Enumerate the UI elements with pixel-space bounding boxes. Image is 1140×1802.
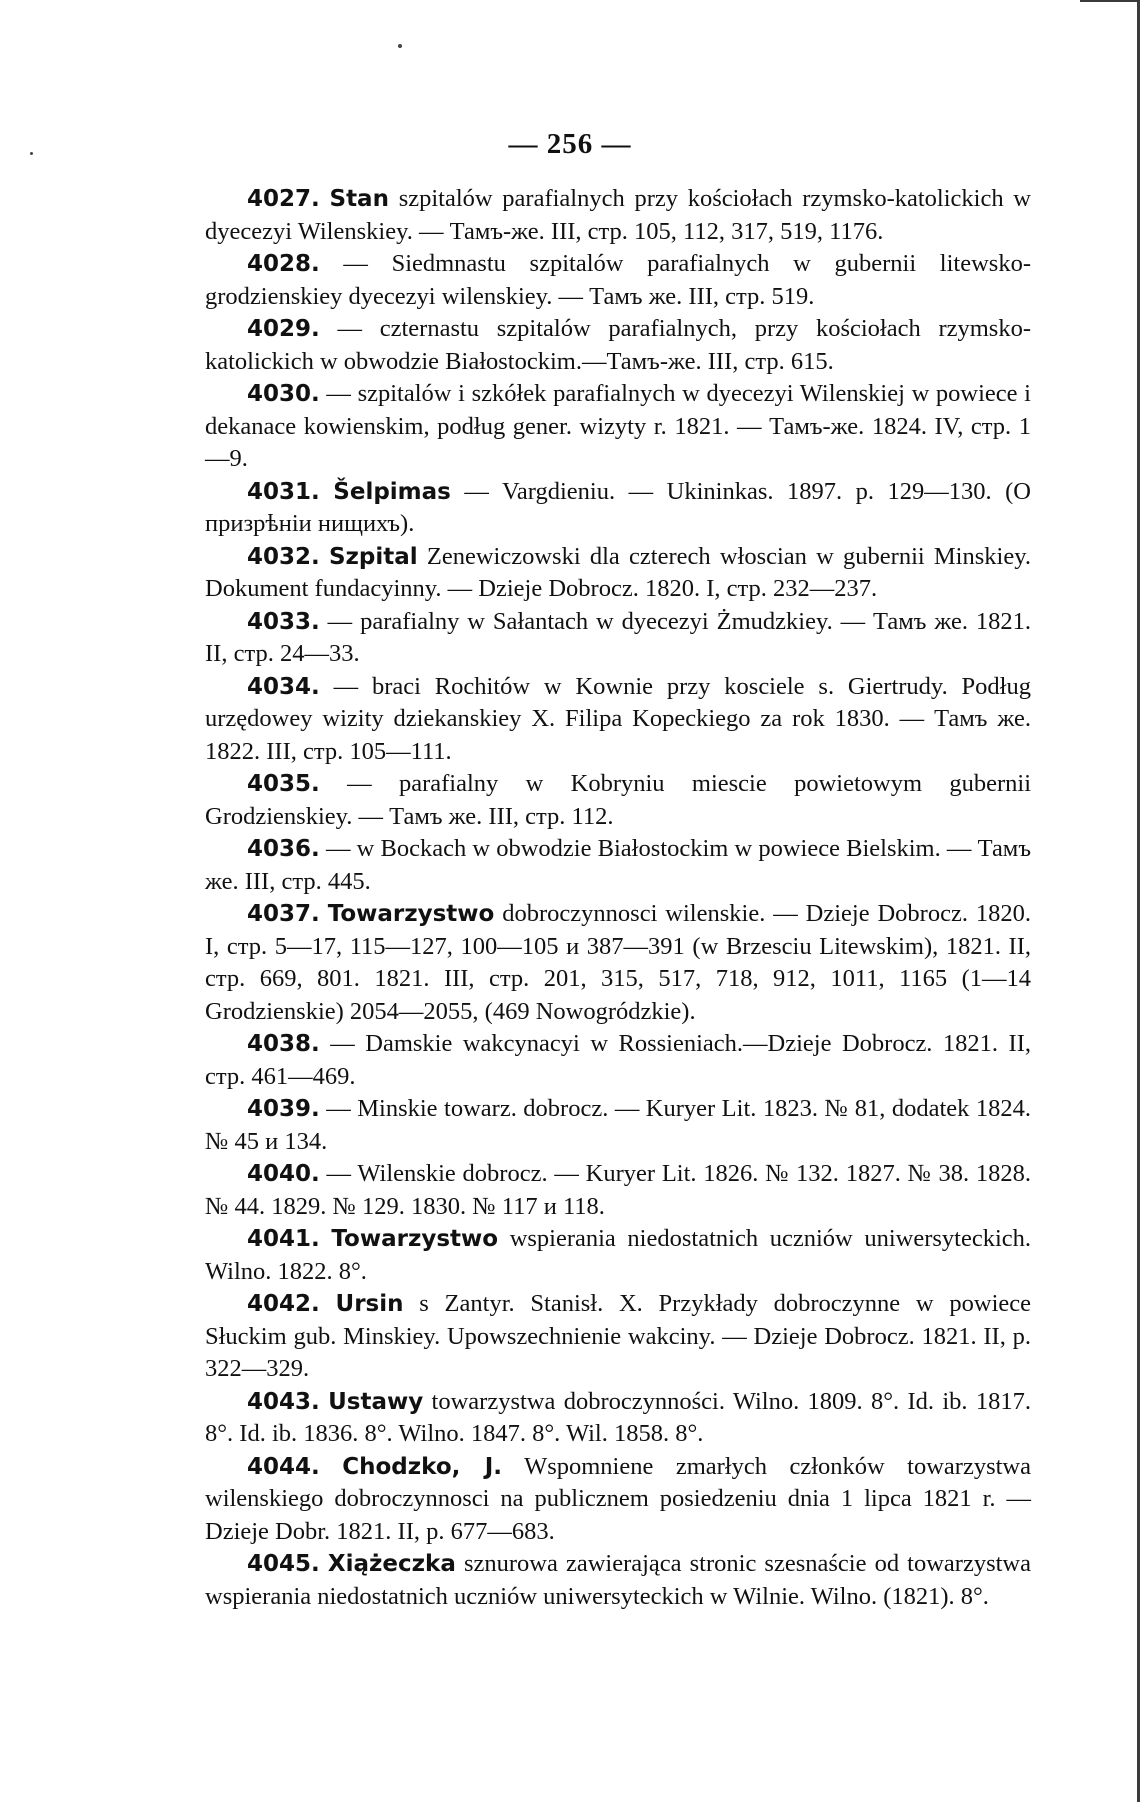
entry-number: 4040. <box>247 1161 320 1187</box>
entry-text: — parafialny w Kobryniu miescie powietowym gubernii Grodzienskiey. — Тамъ же. III, стр. 112. <box>205 770 1031 830</box>
bibliography-entry <box>205 1223 1031 1288</box>
entry-text: — parafialny w Sałantach w dyecezyi Żmudzkiey. — Тамъ же. 1821. II, стр. 24—33. <box>205 607 1031 667</box>
entry-text: szpitalów parafialnych przy kościołach rzymsko-katolickich w dyecezyi Wilenskiey. — Тамъ-же. III, стр. 105, 112, 317, 519, 1176. <box>205 185 1031 245</box>
entry-number: 4039. <box>247 1096 320 1122</box>
entry-text: — Damskie wakcynacyi w Rossieniach.—Dzieje Dobrocz. 1821. II, стр. 461—469. <box>205 1030 1031 1090</box>
entry-text: Zenewiczowski dla czterech włoscian w gubernii Minskiey. Dokument fundacyinny. — Dzieje Dobrocz. 1820. I, стр. 232—237. <box>205 542 1031 602</box>
bibliography-entry <box>205 1028 1031 1093</box>
entry-number: 4037. <box>247 901 320 927</box>
bibliography-entry <box>205 1093 1031 1158</box>
entry-number: 4032. <box>247 543 320 570</box>
bibliography-entry <box>205 183 1031 248</box>
entry-number: 4028. <box>247 251 320 277</box>
entry-number: 4041. <box>247 1226 320 1252</box>
entry-heading: Xiążeczka <box>327 1551 456 1577</box>
entry-number: 4034. <box>247 673 320 700</box>
entry-heading: Ustawy <box>328 1388 424 1415</box>
entry-text: — czternastu szpitalów parafialnych, przy kościołach rzymsko-katolickich w obwodzie Białostockim.—Тамъ-же. III, стр. 615. <box>205 315 1031 375</box>
entry-text: dobroczynnosci wilenskie. — Dzieje Dobrocz. 1820. I, стр. 5—17, 115—127, 100—105 и 387—391 (w Brzesciu Litewskim), 1821. II, стр. 669, 801. 1821. III, стр. 201, 315, 517, 718, 912, 1011, 1165 (1—14 Grodzienskie) 2054—2055, (469 Nowogródzkie). <box>205 900 1031 1025</box>
entry-text: Wspomniene zmarłych członków towarzystwa wilenskiego dobroczynnosci na publicznem posiedzeniu dnia 1 lipca 1821 r. — Dzieje Dobr. 1821. II, p. 677—683. <box>205 1452 1031 1545</box>
page-edge-top-mark <box>1080 0 1140 2</box>
bibliography-entry <box>205 313 1031 378</box>
bibliography-entry <box>205 1548 1031 1613</box>
entry-text: towarzystwa dobroczynności. Wilno. 1809. 8°. Id. ib. 1817. 8°. Id. ib. 1836. 8°. Wilno. 1847. 8°. Wil. 1858. 8°. <box>205 1387 1031 1447</box>
bibliography-entry <box>205 378 1031 476</box>
bibliography-entry <box>205 833 1031 898</box>
entry-heading: Szpital <box>328 543 418 570</box>
entry-text: — Wilenskie dobrocz. — Kuryer Lit. 1826. № 132. 1827. № 38. 1828. № 44. 1829. № 129. 1830. № 117 и 118. <box>205 1160 1031 1220</box>
entry-number: 4031. <box>247 478 320 505</box>
bibliography-entry <box>205 898 1031 1028</box>
entry-number: 4027. <box>247 186 320 212</box>
entry-heading: Šelpimas <box>333 478 451 505</box>
entry-number: 4045. <box>247 1551 320 1577</box>
bibliography-entry <box>205 541 1031 606</box>
entry-number: 4033. <box>247 608 320 635</box>
entry-text: — szpitalów i szkółek parafialnych w dyecezyi Wilenskiej w powiece i dekanace kowienskim, podług gener. wizyty r. 1821. — Тамъ-же. 1824. IV, стр. 1—9. <box>205 380 1031 472</box>
entry-text: — Vargdieniu. — Ukininkas. 1897. p. 129—130. (О призрѣніи нищихъ). <box>205 477 1031 537</box>
entry-heading: Stan <box>329 186 389 212</box>
entry-text: — Siedmnastu szpitalów parafialnych w gubernii litewsko-grodzienskiey dyecezyi wilenskiey. — Тамъ же. III, стр. 519. <box>205 250 1031 310</box>
entry-number: 4036. <box>247 836 320 862</box>
entry-text: sznurowa zawierająca stronic szesnaście od towarzystwa wspierania niedostatnich uczniów uniwersyteckich w Wilnie. Wilno. (1821). 8°. <box>205 1550 1031 1610</box>
entry-number: 4029. <box>247 316 320 342</box>
bibliography-entry <box>205 1158 1031 1223</box>
entry-text: s Zantyr. Stanisł. X. Przykłady dobroczynne w powiece Słuckim gub. Minskiey. Upowszechnienie wakciny. — Dzieje Dobrocz. 1821. II, p. 322—329. <box>205 1290 1032 1382</box>
entry-number: 4038. <box>247 1031 320 1057</box>
bibliography-entry <box>205 768 1031 833</box>
bibliography-entry <box>205 671 1031 769</box>
bibliography-entry <box>205 606 1031 671</box>
bibliography-entry <box>205 476 1031 541</box>
entry-text: — braci Rochitów w Kownie przy kosciele s. Giertrudy. Podług urzędowey wizity dziekanskiey X. Filipa Kopeckiego za rok 1830. — Тамъ же. 1822. III, стр. 105—111. <box>205 672 1031 765</box>
entry-number: 4042. <box>247 1291 320 1317</box>
bibliography-entry <box>205 1288 1031 1386</box>
bibliography-entry <box>205 1451 1031 1549</box>
entry-number: 4035. <box>247 771 320 797</box>
entry-number: 4044. <box>247 1453 320 1480</box>
bibliography-entry <box>205 1386 1031 1451</box>
entry-text: — w Bockach w obwodzie Białostockim w powiece Bielskim. — Тамъ же. III, стр. 445. <box>205 835 1031 895</box>
print-speck <box>398 44 402 48</box>
entry-heading: Ursin <box>335 1291 404 1317</box>
bibliography-entries <box>205 183 1031 1613</box>
entry-heading: Chodzko, J. <box>342 1453 503 1480</box>
bibliography-entry <box>205 248 1031 313</box>
entry-heading: Towarzystwo <box>327 901 495 927</box>
entry-number: 4043. <box>247 1388 320 1415</box>
entry-heading: Towarzystwo <box>331 1226 499 1252</box>
entry-text: wspierania niedostatnich uczniów uniwersyteckich. Wilno. 1822. 8°. <box>205 1225 1031 1285</box>
entry-number: 4030. <box>247 381 320 407</box>
page-number: — 256 — <box>508 128 632 160</box>
entry-text: — Minskie towarz. dobrocz. — Kuryer Lit. 1823. № 81, dodatek 1824. № 45 и 134. <box>205 1095 1031 1155</box>
